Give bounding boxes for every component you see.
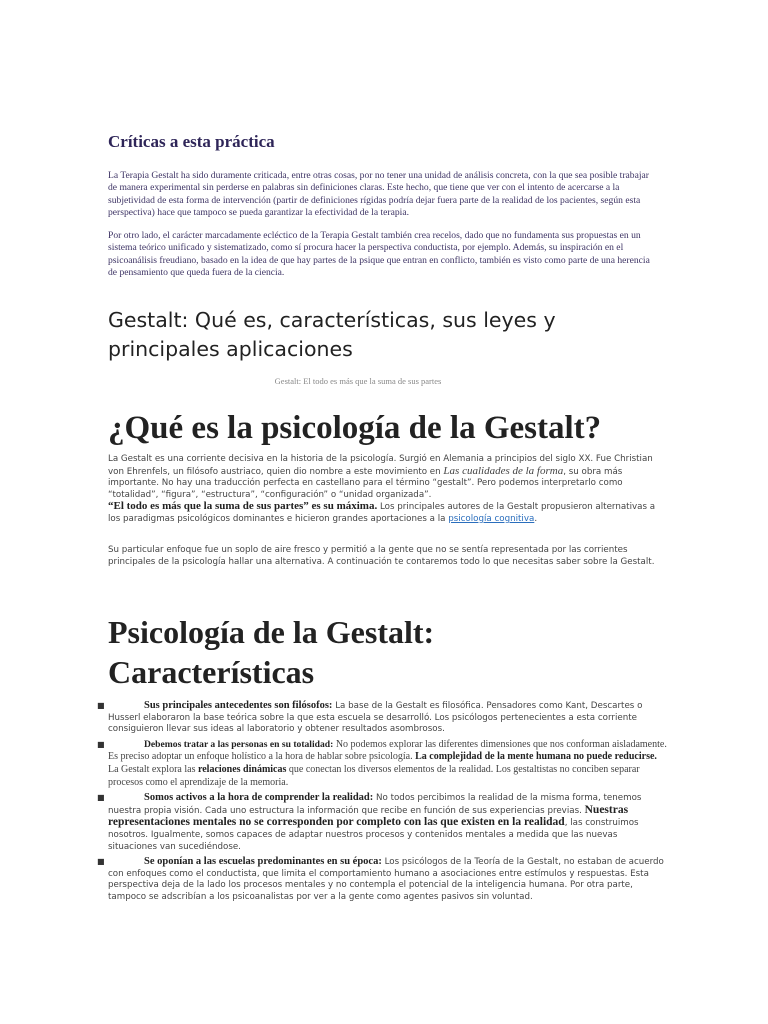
feature-text: No podemos explorar las diferentes dimensiones que nos conforman aisladamente. Es preciso adoptar un enfoque holístico a la hora de hablar sobre psicología. <box>108 738 667 763</box>
feature-lead: Se oponían a las escuelas predominantes en su época: <box>144 856 382 868</box>
criticas-paragraph-1: La Terapia Gestalt ha sido duramente criticada, entre otras cosas, por no tener una unidad de análisis concreta, con la que sea posible trabajar de manera experimental sin perderse en palabras sin definiciones claras. Este hecho, que tiene que ver con el intento de acercarse a la subjetividad de esta forma de intervención (partir de definiciones rígidas podría dejar fuera parte de la realidad de los pacientes, según esta perspectiva) hace que tampoco se pueda garantizar la efectividad de la terapia. <box>108 170 649 218</box>
features-list <box>97 700 668 907</box>
bullet-icon: ■ <box>97 857 105 867</box>
feature-emphasis: relaciones dinámicas <box>197 763 287 775</box>
feature-lead: Sus principales antecedentes son filósofos: <box>144 700 333 711</box>
list-item <box>97 856 668 903</box>
que-es-text-b: , su obra más importante. No hay una traducción perfecta en castellano para el término “gestalt”. Pero podemos interpretarlo como “totalidad”, “figura”, “estructura”, “configuración” o “unidad organizada”. <box>108 466 623 500</box>
que-es-paragraph-1 <box>108 454 668 526</box>
feature-text: Los psicólogos de la Teoría de la Gestalt, no estaban de acuerdo con enfoques como el conductista, que limita el comportamiento humano a asociaciones entre estímulos y respuestas. Esta perspectiva deja de la lado los procesos mentales y no contempla el potencial de la inteligencia humana. Por otra parte, tampoco se adscribían a los psicoanalistas por ver a la gente como agentes pasivos sin voluntad. <box>108 857 664 902</box>
feature-text: , las construimos nosotros. Igualmente, somos capaces de adaptar nuestros procesos y contenidos mentales a medida que las nuevas situaciones van sucediéndose. <box>108 818 639 852</box>
criticas-heading: Críticas a esta práctica <box>108 132 275 151</box>
feature-text: que conectan los diversos elementos de la realidad. Los gestaltistas no conciben separar procesos como el aprendizaje de la memoria. <box>108 763 640 788</box>
que-es-heading: ¿Qué es la psicología de la Gestalt? <box>108 410 602 446</box>
que-es-text-d: . <box>534 513 538 524</box>
caracteristicas-heading <box>108 612 434 692</box>
list-item <box>97 792 668 853</box>
feature-emphasis: Nuestras representaciones mentales no se corresponden por completo con las que existen en la realidad <box>108 803 629 829</box>
feature-text: La base de la Gestalt es filosófica. Pensadores como Kant, Descartes o Husserl elaboraron la base teórica sobre la que esta escuela se desarrolló. Los psicólogos pertenecientes a esta corriente consiguieron llevar sus ideas al laboratorio y obtener resultados asombrosos. <box>108 701 643 735</box>
feature-lead: Debemos tratar a las personas en su totalidad: <box>144 738 334 750</box>
caracteristicas-heading-line-1: Psicología de la Gestalt: <box>108 614 435 650</box>
image-caption: Gestalt: El todo es más que la suma de sus partes <box>274 376 442 386</box>
feature-text: No todos percibimos la realidad de la misma forma, tenemos nuestra propia visión. Cada uno estructura la información que recibe en función de sus experiencias previas. <box>108 793 642 816</box>
feature-emphasis: La complejidad de la mente humana no puede reducirse. <box>415 751 657 763</box>
que-es-text-a: La Gestalt es una corriente decisiva en la historia de la psicología. Surgió en Alemania a principios del siglo XX. Fue Christian von Ehrenfels, un filósofo austriaco, quien dio nombre a este movimiento en <box>108 454 653 477</box>
bullet-icon: ■ <box>97 793 105 803</box>
book-title: Las cualidades de la forma <box>443 464 564 477</box>
feature-text: La Gestalt explora las <box>108 763 198 775</box>
list-item <box>97 700 668 736</box>
caracteristicas-heading-line-2: Características <box>108 654 315 690</box>
bullet-icon: ■ <box>97 701 105 710</box>
que-es-paragraph-2: Su particular enfoque fue un soplo de aire fresco y permitió a la gente que no se sentía representada por las corrientes principales de la psicología hallar una alternativa. A continuación te contaremos todo lo que necesitas saber sobre la Gestalt. <box>108 545 655 567</box>
article-title: Gestalt: Qué es, características, sus leyes y principales aplicaciones <box>108 308 556 361</box>
criticas-paragraph-2: Por otro lado, el carácter marcadamente ecléctico de la Terapia Gestalt también crea recelos, dado que no fundamenta sus propuestas en un sistema teórico unificado y sistematizado, como sí procura hacer la perspectiva conductista, por ejemplo. Además, su inspiración en el psicoanálisis freudiano, basado en la idea de que hay partes de la psique que entran en conflicto, también es visto como parte de una herencia de pensamiento que queda fuera de la ciencia. <box>108 230 650 278</box>
feature-lead: Somos activos a la hora de comprender la realidad: <box>144 792 374 804</box>
que-es-text-c: Los principales autores de la Gestalt propusieron alternativas a los paradigmas psicológicos dominantes e hicieron grandes aportaciones a la <box>108 502 656 524</box>
psicologia-cognitiva-link[interactable]: psicología cognitiva <box>448 513 535 524</box>
maxim-quote: “El todo es más que la suma de sus partes” es su máxima. <box>108 500 378 513</box>
bullet-icon: ■ <box>97 739 105 749</box>
list-item <box>97 738 668 789</box>
